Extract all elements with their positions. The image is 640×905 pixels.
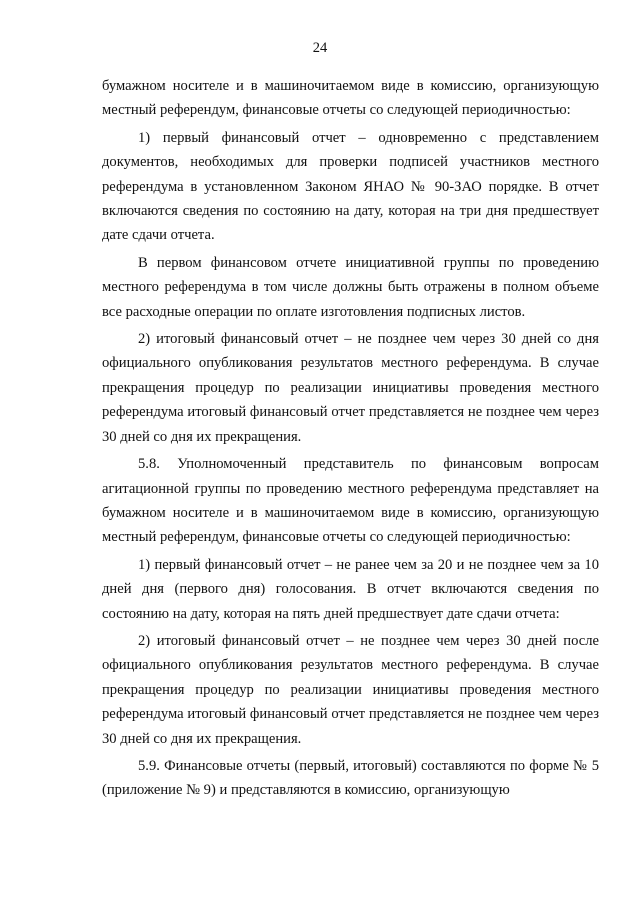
page-number: 24 xyxy=(312,40,328,56)
paragraph-final-report-agitation-group: 2) итоговый финансовый отчет – не позднее чем через 30 дней после официального опубликования результатов местного референдума. В случае прекращения процедур по реализации инициативы проведения местного референдума итоговый финансовый отчет представляется не позднее чем через 30 дней со дня их прекращения. xyxy=(102,632,599,747)
paragraph-continuation: бумажном носителе и в машиночитаемом виде в комиссию, организующую местный референдум, финансовые отчеты со следующей периодичностью: xyxy=(102,78,599,119)
paragraph-first-report-initiative-group: 1) первый финансовый отчет – одновременно с представлением документов, необходимых для проверки подписей участников местного референдума в установленном Законом ЯНАО № 90-ЗАО порядке. В отчет включаются сведения по состоянию на дату, которая на три дня предшествует дате сдачи отчета. xyxy=(102,129,599,244)
paragraph-first-report-agitation-group: 1) первый финансовый отчет – не ранее чем за 20 и не позднее чем за 10 дней дня (первого дня) голосования. В отчет включаются сведения по состоянию на дату, которая на пять дней предшествует дате сдачи отчета: xyxy=(102,556,599,622)
paragraph-clause-5-9: 5.9. Финансовые отчеты (первый, итоговый) составляются по форме № 5 (приложение № 9) и представляются в комиссию, организующую xyxy=(102,757,599,799)
paragraph-final-report-initiative-group: 2) итоговый финансовый отчет – не позднее чем через 30 дней со дня официального опубликования результатов местного референдума. В случае прекращения процедур по реализации инициативы проведения местного референдума итоговый финансовый отчет представляется не позднее чем через 30 дней со дня их прекращения. xyxy=(102,331,599,445)
paragraph-clause-5-8: 5.8. Уполномоченный представитель по финансовым вопросам агитационной группы по проведению местного референдума представляет на бумажном носителе и в машиночитаемом виде в комиссию, организующую местный референдум, финансовые отчеты со следующей периодичностью: xyxy=(102,456,599,546)
paragraph-first-report-expenses: В первом финансовом отчете инициативной группы по проведению местного референдума в том числе должны быть отражены в полном объеме все расходные операции по оплате изготовления подписных листов. xyxy=(102,254,599,320)
document-body xyxy=(102,74,599,803)
